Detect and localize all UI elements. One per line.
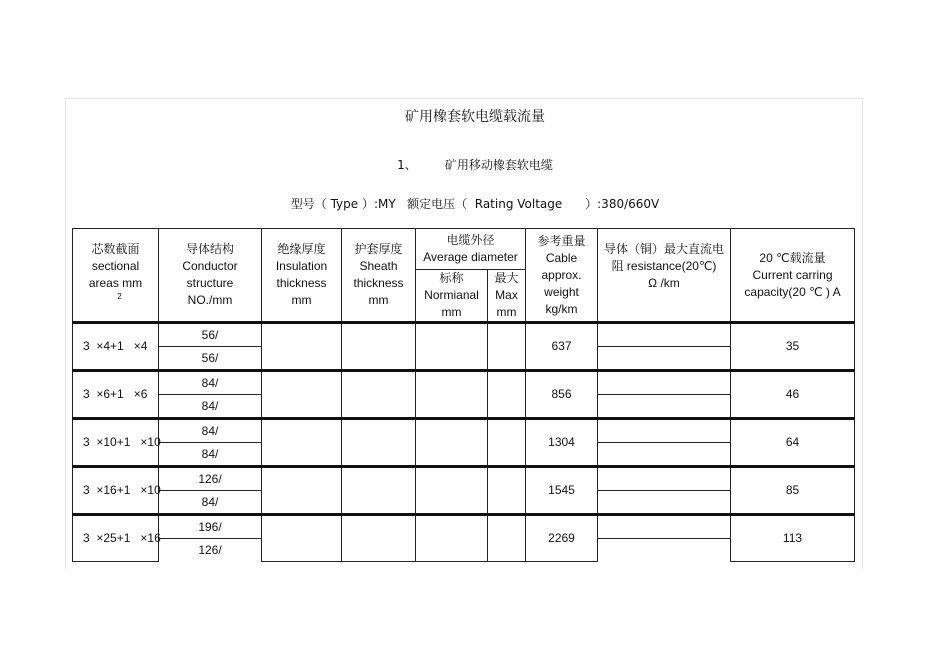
cell-resistance-bottom bbox=[598, 539, 731, 562]
table-row bbox=[73, 371, 855, 395]
cell-diameter-nominal bbox=[416, 467, 488, 515]
cell-diameter-nominal bbox=[416, 323, 488, 371]
cell-spec: 3 ×25+1 ×16 bbox=[73, 515, 159, 562]
cell-sheath bbox=[342, 515, 416, 562]
header-diameter-max: 最大 Max mm bbox=[488, 270, 526, 323]
cell-resistance-bottom bbox=[598, 395, 731, 419]
cell-resistance-top bbox=[598, 467, 731, 491]
cell-resistance-bottom bbox=[598, 491, 731, 515]
cell-insulation bbox=[262, 419, 342, 467]
header-capacity: 20 ℃载流量 Current carring capacity(20 ℃ ) A bbox=[731, 229, 855, 323]
table-row bbox=[73, 515, 855, 539]
table-row bbox=[73, 323, 855, 347]
cell-weight: 637 bbox=[526, 323, 598, 371]
cell-capacity: 113 bbox=[731, 515, 855, 562]
cell-insulation bbox=[262, 323, 342, 371]
cell-conductor-bottom: 84/ bbox=[159, 443, 262, 467]
header-conductor: 导体结构 Conductor structure NO./mm bbox=[159, 229, 262, 323]
cell-conductor-bottom: 126/ bbox=[159, 539, 262, 562]
header-diameter-nominal: 标称 Normianal mm bbox=[416, 270, 488, 323]
header-insulation: 绝缘厚度 Insulation thickness mm bbox=[262, 229, 342, 323]
cell-diameter-nominal bbox=[416, 371, 488, 419]
cell-conductor-top: 84/ bbox=[159, 419, 262, 443]
cell-weight: 1304 bbox=[526, 419, 598, 467]
cell-conductor-bottom: 84/ bbox=[159, 395, 262, 419]
cell-resistance-top bbox=[598, 371, 731, 395]
cell-insulation bbox=[262, 515, 342, 562]
cell-resistance-top bbox=[598, 515, 731, 539]
cell-conductor-top: 84/ bbox=[159, 371, 262, 395]
table-row bbox=[73, 419, 855, 443]
table-row bbox=[73, 467, 855, 491]
header-sheath: 护套厚度 Sheath thickness mm bbox=[342, 229, 416, 323]
table-body bbox=[73, 323, 855, 562]
cell-capacity: 64 bbox=[731, 419, 855, 467]
cell-spec: 3 ×4+1 ×4 bbox=[73, 323, 159, 371]
cell-conductor-top: 56/ bbox=[159, 323, 262, 347]
cell-resistance-bottom bbox=[598, 443, 731, 467]
cell-resistance-top bbox=[598, 323, 731, 347]
cell-diameter-nominal bbox=[416, 515, 488, 562]
cell-spec: 3 ×6+1 ×6 bbox=[73, 371, 159, 419]
cell-weight: 1545 bbox=[526, 467, 598, 515]
cell-conductor-top: 196/ bbox=[159, 515, 262, 539]
cell-sheath bbox=[342, 323, 416, 371]
cell-capacity: 46 bbox=[731, 371, 855, 419]
cell-sheath bbox=[342, 467, 416, 515]
cell-capacity: 35 bbox=[731, 323, 855, 371]
cell-conductor-bottom: 56/ bbox=[159, 347, 262, 371]
cell-insulation bbox=[262, 467, 342, 515]
type-voltage-line: 型号（ Type ）:MY 额定电压（ Rating Voltage ）:380/660V bbox=[290, 197, 660, 211]
cell-diameter-max bbox=[488, 467, 526, 515]
section-title: 矿用移动橡套软电缆 bbox=[444, 158, 553, 172]
cell-sheath bbox=[342, 371, 416, 419]
cell-diameter-nominal bbox=[416, 419, 488, 467]
cell-sheath bbox=[342, 419, 416, 467]
cell-diameter-max bbox=[488, 323, 526, 371]
cable-spec-table bbox=[72, 228, 855, 562]
cell-conductor-bottom: 84/ bbox=[159, 491, 262, 515]
cell-resistance-bottom bbox=[598, 347, 731, 371]
cell-resistance-top bbox=[598, 419, 731, 443]
document-title: 矿用橡套软电缆载流量 bbox=[405, 109, 545, 125]
cell-capacity: 85 bbox=[731, 467, 855, 515]
header-diameter: 电缆外径 Average diameter bbox=[416, 229, 526, 270]
cell-diameter-max bbox=[488, 371, 526, 419]
cell-spec: 3 ×10+1 ×10 bbox=[73, 419, 159, 467]
section-number: 1、 bbox=[397, 158, 417, 172]
cell-spec: 3 ×16+1 ×10 bbox=[73, 467, 159, 515]
cell-conductor-top: 126/ bbox=[159, 467, 262, 491]
header-sectional: 芯数截面 sectional areas mm 2 bbox=[73, 229, 159, 323]
cell-weight: 856 bbox=[526, 371, 598, 419]
header-weight: 参考重量 Cable approx. weight kg/km bbox=[526, 229, 598, 323]
cell-diameter-max bbox=[488, 515, 526, 562]
cell-diameter-max bbox=[488, 419, 526, 467]
cell-insulation bbox=[262, 371, 342, 419]
header-resistance: 导体（铜）最大直流电 阻 resistance(20℃) Ω /km bbox=[598, 229, 731, 323]
section-heading bbox=[0, 156, 950, 173]
cell-weight: 2269 bbox=[526, 515, 598, 562]
